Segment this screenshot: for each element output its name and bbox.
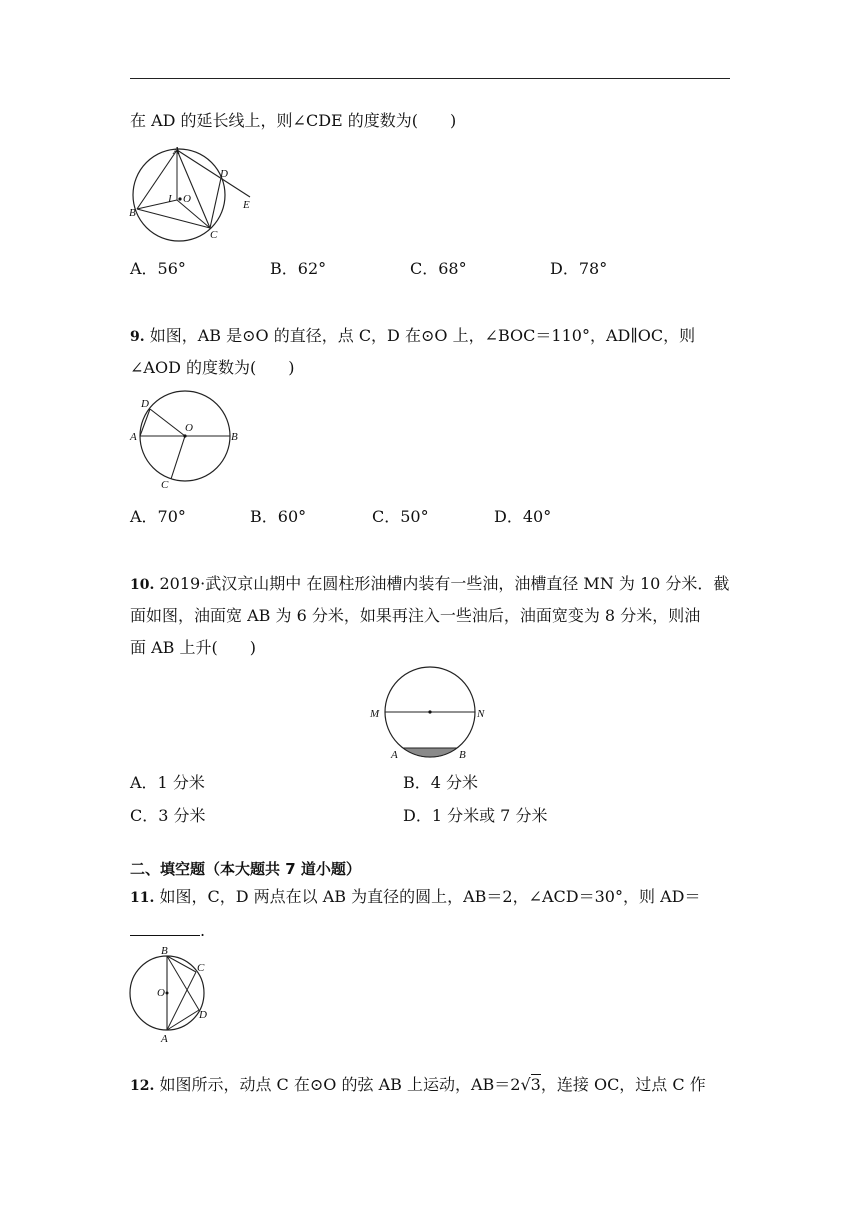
q9-number: 9. [130,329,145,345]
q10-figure [365,662,495,762]
q8-stem: 在 AD 的延长线上，则∠CDE 的度数为( ) [130,111,457,130]
q11-answer-blank [130,921,200,936]
q8-option-c: C．68° [410,259,467,278]
q9-label-o: O [185,422,193,434]
q9-label-b: B [231,431,238,443]
q11-stem-line1 [130,886,700,909]
sqrt-sign: √ [520,1075,531,1094]
q8-option-b: B．62° [270,259,327,278]
q12-stem-part2: ，连接 OC，过点 C 作 [540,1075,706,1094]
q8-figure [120,145,260,250]
q10-option-d: D．1 分米或 7 分米 [403,806,548,825]
q9-stem-line2: ∠AOD 的度数为( ) [130,358,295,377]
q9-figure [125,390,250,495]
q11-period: . [200,921,206,940]
q10-label-a: A [391,749,398,761]
q11-figure [125,945,215,1045]
q8-label-o: O [183,193,191,205]
q8-option-a: A．56° [130,259,186,278]
q11-label-a: A [161,1033,168,1045]
q11-label-b: B [161,945,168,957]
q9-option-d: D．40° [494,507,552,526]
q12-stem-part1: 如图所示，动点 C 在⊙O 的弦 AB 上运动，AB＝2 [159,1075,521,1094]
q9-stem-line1 [130,325,695,348]
q10-label-n: N [477,708,485,720]
section2-title: 二、填空题（本大题共 7 道小题） [130,860,361,878]
q10-label-m: M [370,708,380,720]
q9-option-a: A．70° [130,507,186,526]
q8-label-a: A [173,145,180,157]
q9-option-c: C．50° [372,507,429,526]
q9-label-a: A [130,431,137,443]
q11-number: 11. [130,890,155,906]
q9-option-b: B．60° [250,507,307,526]
q8-label-b: B [129,207,136,219]
q8-label-d: D [220,168,228,180]
q10-stem-line1 [130,573,729,596]
q12-sqrt-value: 3 [530,1075,541,1094]
q10-stem-text: 2019·武汉京山期中 在圆柱形油槽内装有一些油，油槽直径 MN 为 10 分米．截 [159,574,730,593]
q11-label-o: O [157,987,165,999]
q10-option-c: C．3 分米 [130,806,206,825]
q10-option-b: B．4 分米 [403,773,479,792]
q9-label-c: C [161,479,169,491]
q10-label-b: B [459,749,466,761]
q9-stem-text: 如图，AB 是⊙O 的直径，点 C，D 在⊙O 上，∠BOC＝110°，AD∥OC，则 [149,326,696,345]
q8-label-c: C [210,229,218,241]
q11-label-c: C [197,962,205,974]
q10-stem-line2: 面如图，油面宽 AB 为 6 分米，如果再注入一些油后，油面宽变为 8 分米，则油 [130,606,701,625]
q9-label-d: D [141,398,149,410]
q10-option-a: A．1 分米 [130,773,205,792]
q8-label-e: E [243,199,250,211]
q12-number: 12. [130,1078,155,1094]
q11-stem-text: 如图，C，D 两点在以 AB 为直径的圆上，AB＝2，∠ACD＝30°，则 AD＝ [159,887,701,906]
q11-stem-line2 [130,920,205,942]
q8-option-d: D．78° [550,259,608,278]
q10-number: 10. [130,577,155,593]
q12-stem-line1 [130,1074,706,1097]
q10-stem-line3: 面 AB 上升( ) [130,638,256,657]
q8-label-i: I [168,193,172,205]
q11-label-d: D [199,1009,207,1021]
header-rule [130,78,730,79]
